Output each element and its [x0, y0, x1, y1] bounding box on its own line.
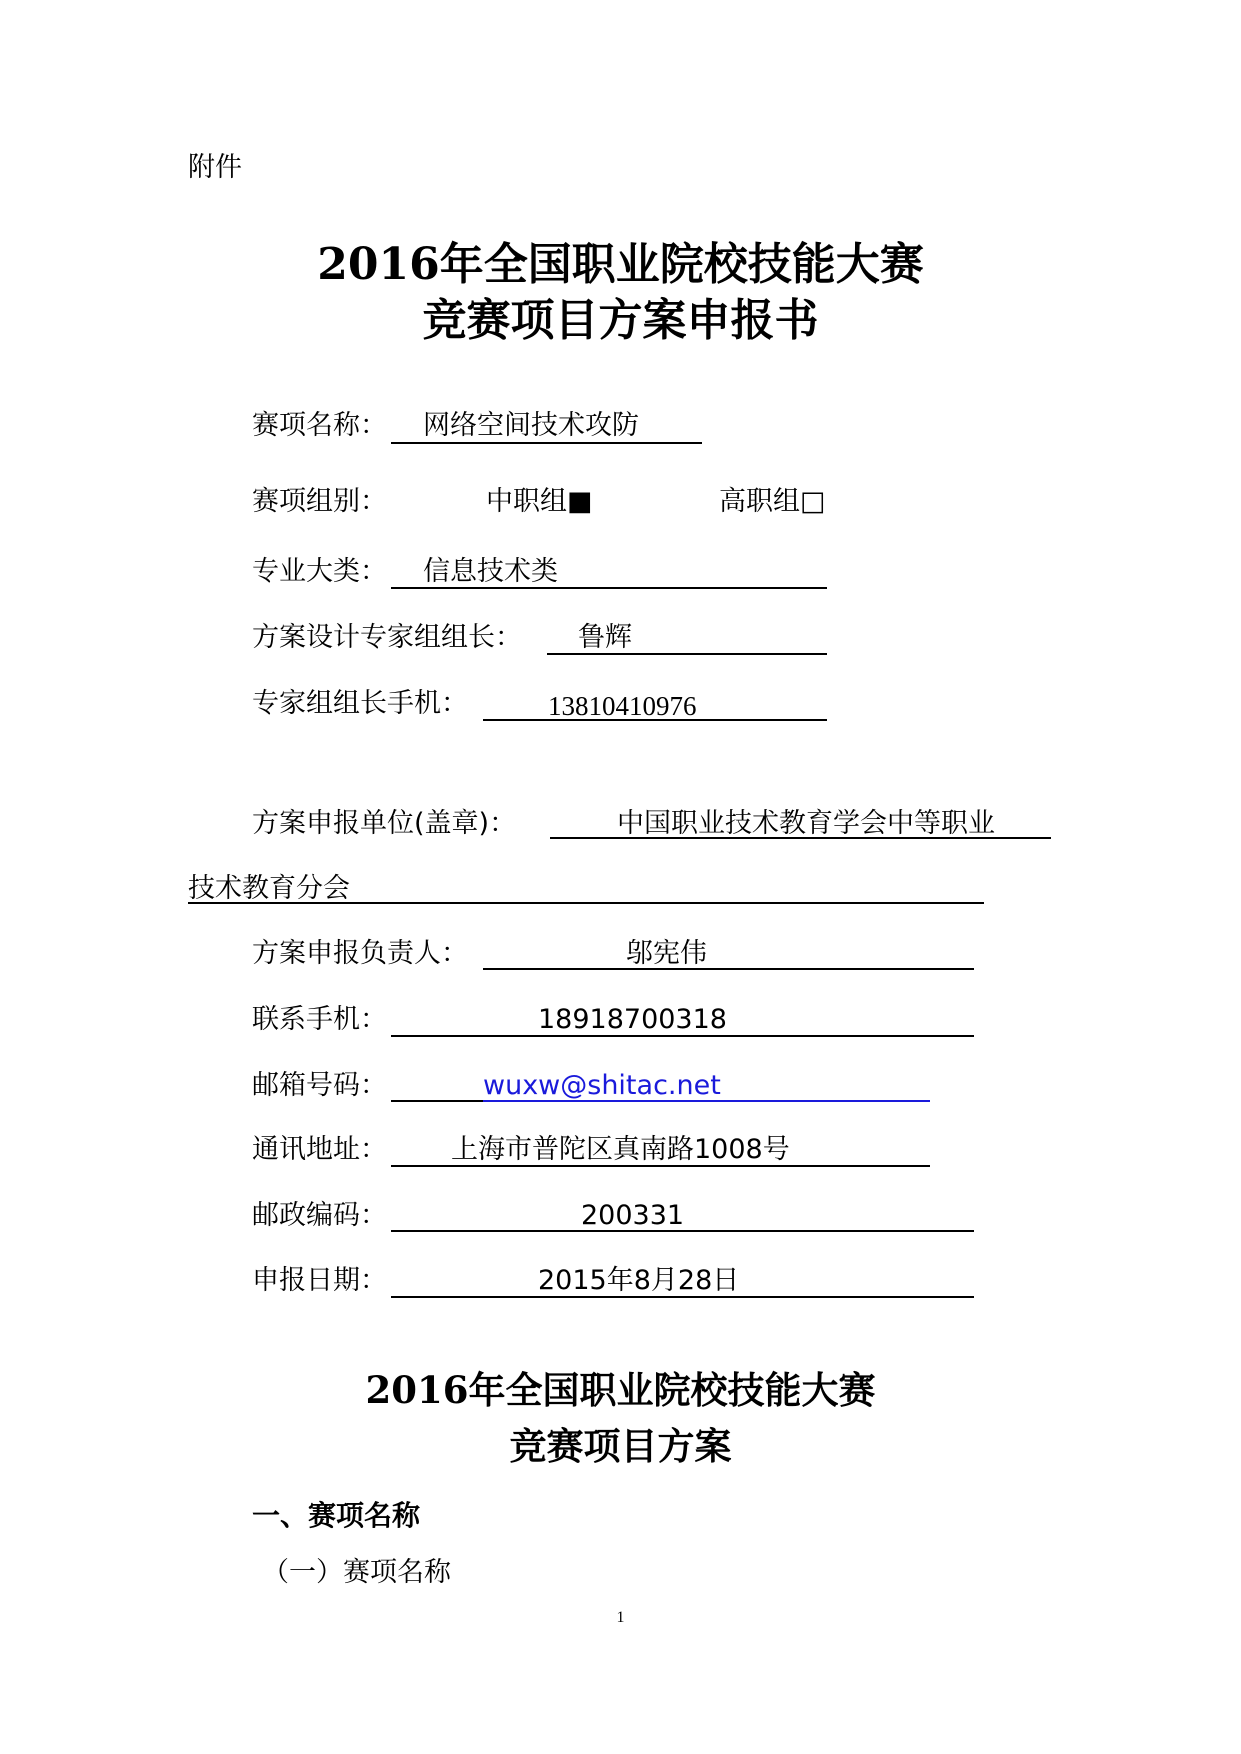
higher-group-checkbox[interactable]: 高职组□ [719, 486, 826, 517]
section-title-line2: 竞赛项目方案 [509, 1424, 732, 1468]
applicant-unit-value-line2: 技术教育分会 [188, 873, 350, 904]
address-underline [391, 1165, 930, 1167]
event-name-underline [391, 442, 702, 444]
applicant-unit-underline-2 [188, 902, 984, 904]
email-label: 邮箱号码： [252, 1070, 387, 1101]
major-category-underline [391, 587, 827, 589]
date-underline [391, 1296, 974, 1298]
responsible-person-underline [483, 968, 974, 970]
expert-leader-underline [547, 653, 827, 655]
postal-code-label: 邮政编码： [252, 1200, 387, 1231]
major-category-label: 专业大类： [252, 556, 387, 587]
leader-phone-label: 专家组组长手机： [252, 688, 468, 719]
email-link-underline [483, 1100, 930, 1102]
postal-code-underline [391, 1230, 974, 1232]
applicant-unit-underline-1 [550, 837, 1051, 839]
cover-title-line1: 2016年全国职业院校技能大赛 [317, 239, 924, 290]
page-number: 1 [616, 1609, 625, 1626]
section-title-line1: 2016年全国职业院校技能大赛 [365, 1368, 876, 1412]
leader-phone-underline [483, 719, 827, 721]
secondary-group-checkbox[interactable]: 中职组■ [486, 486, 593, 517]
major-category-value: 信息技术类 [423, 556, 558, 587]
heading-2: （一）赛项名称 [262, 1557, 451, 1588]
date-label: 申报日期： [252, 1265, 387, 1296]
contact-phone-value: 18918700318 [538, 1004, 727, 1035]
attachment-label: 附件 [188, 152, 242, 183]
event-name-value: 网络空间技术攻防 [423, 410, 639, 441]
contact-phone-label: 联系手机： [252, 1004, 387, 1035]
address-value: 上海市普陀区真南路1008号 [451, 1134, 790, 1165]
address-label: 通讯地址： [252, 1134, 387, 1165]
cover-title-line2: 竞赛项目方案申报书 [422, 295, 819, 346]
applicant-unit-value-line1: 中国职业技术教育学会中等职业 [617, 808, 995, 839]
expert-leader-label: 方案设计专家组组长： [252, 622, 522, 653]
email-link[interactable]: wuxw@shitac.net [483, 1070, 721, 1101]
postal-code-value: 200331 [581, 1200, 685, 1231]
email-underline-left [391, 1100, 483, 1102]
heading-1: 一、赛项名称 [252, 1499, 421, 1532]
expert-leader-value: 鲁辉 [578, 622, 632, 653]
responsible-person-label: 方案申报负责人： [252, 938, 468, 969]
event-group-label: 赛项组别： [252, 486, 387, 517]
event-name-label: 赛项名称： [252, 410, 387, 441]
applicant-unit-label: 方案申报单位(盖章)： [252, 808, 517, 839]
responsible-person-value: 邬宪伟 [626, 938, 707, 969]
contact-phone-underline [391, 1035, 974, 1037]
leader-phone-value: 13810410976 [548, 691, 697, 721]
date-value: 2015年8月28日 [538, 1265, 740, 1296]
